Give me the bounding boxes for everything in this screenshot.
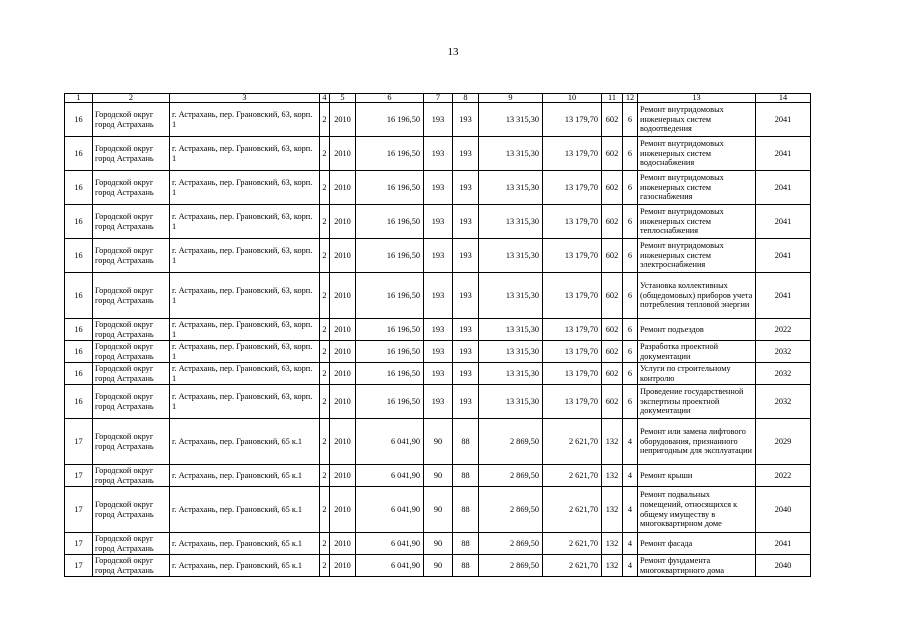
table-cell: 4 — [623, 487, 638, 533]
repair-schedule-table — [64, 93, 811, 577]
table-cell: 13 179,70 — [543, 363, 602, 385]
table-row — [65, 205, 811, 239]
table-cell: 4 — [623, 533, 638, 555]
table-cell: 6 041,90 — [356, 419, 424, 465]
table-cell: Ремонт внутридомовых инженерных систем водоотведения — [638, 103, 756, 137]
table-cell: 16 — [65, 137, 93, 171]
table-cell: 2 — [320, 465, 330, 487]
table-cell: 13 179,70 — [543, 239, 602, 273]
table-cell: 6 — [623, 363, 638, 385]
table-cell: 193 — [424, 205, 453, 239]
header-cell: 3 — [170, 94, 320, 103]
table-cell: 2 621,70 — [543, 419, 602, 465]
header-cell: 10 — [543, 94, 602, 103]
table-cell: 16 196,50 — [356, 385, 424, 419]
header-cell: 5 — [330, 94, 356, 103]
table-cell: г. Астрахань, пер. Грановский, 63, корп. 1 — [170, 273, 320, 319]
table-cell: 13 179,70 — [543, 319, 602, 341]
table-cell: Городской округ город Астрахань — [93, 103, 170, 137]
table-cell: 2 — [320, 385, 330, 419]
table-cell: 13 315,30 — [479, 171, 543, 205]
table-cell: 602 — [602, 363, 623, 385]
table-cell: 17 — [65, 465, 93, 487]
table-cell: 193 — [424, 239, 453, 273]
table-cell: 13 315,30 — [479, 103, 543, 137]
table-cell: 2 869,50 — [479, 555, 543, 577]
table-cell: 6 — [623, 103, 638, 137]
table-cell: 4 — [623, 555, 638, 577]
table-cell: 4 — [623, 419, 638, 465]
table-cell: Городской округ город Астрахань — [93, 341, 170, 363]
header-row — [65, 94, 811, 103]
table-cell: Ремонт подвальных помещений, относящихся к общему имуществу в многоквартирном доме — [638, 487, 756, 533]
table-row — [65, 419, 811, 465]
table-cell: 193 — [453, 171, 479, 205]
table-cell: 16 — [65, 385, 93, 419]
table-cell: Городской округ город Астрахань — [93, 273, 170, 319]
table-cell: 2 — [320, 103, 330, 137]
table-cell: 602 — [602, 341, 623, 363]
table-cell: 193 — [424, 273, 453, 319]
table-cell: 2041 — [756, 273, 811, 319]
table-cell: 13 179,70 — [543, 341, 602, 363]
table-cell: г. Астрахань, пер. Грановский, 63, корп. 1 — [170, 205, 320, 239]
table-cell: 193 — [453, 273, 479, 319]
table-cell: 2040 — [756, 555, 811, 577]
table-cell: 2022 — [756, 319, 811, 341]
table-cell: Городской округ город Астрахань — [93, 171, 170, 205]
header-cell: 11 — [602, 94, 623, 103]
table-cell: 16 — [65, 363, 93, 385]
table-row — [65, 171, 811, 205]
table-cell: 193 — [453, 319, 479, 341]
header-cell: 13 — [638, 94, 756, 103]
table-cell: 16 — [65, 103, 93, 137]
table-cell: 16 — [65, 239, 93, 273]
table-cell: 6 041,90 — [356, 465, 424, 487]
table-cell: 16 196,50 — [356, 171, 424, 205]
table-row — [65, 239, 811, 273]
table-cell: 17 — [65, 487, 93, 533]
table-row — [65, 385, 811, 419]
table-cell: Городской округ город Астрахань — [93, 239, 170, 273]
table-cell: 2041 — [756, 137, 811, 171]
table-cell: 2010 — [330, 363, 356, 385]
table-cell: 2010 — [330, 205, 356, 239]
table-cell: 602 — [602, 273, 623, 319]
table-cell: Городской округ город Астрахань — [93, 137, 170, 171]
table-cell: 16 196,50 — [356, 273, 424, 319]
table-cell: Городской округ город Астрахань — [93, 533, 170, 555]
table-cell: 2 869,50 — [479, 465, 543, 487]
header-cell: 4 — [320, 94, 330, 103]
table-cell: 193 — [424, 171, 453, 205]
table-cell: 2 — [320, 487, 330, 533]
table-cell: 13 179,70 — [543, 103, 602, 137]
table-cell: 17 — [65, 555, 93, 577]
table-cell: 6 — [623, 273, 638, 319]
table-cell: 193 — [424, 341, 453, 363]
table-cell: 13 315,30 — [479, 137, 543, 171]
table-cell: 90 — [424, 555, 453, 577]
table-cell: Городской округ город Астрахань — [93, 363, 170, 385]
table-cell: 16 196,50 — [356, 341, 424, 363]
table-cell: 2010 — [330, 273, 356, 319]
table-cell: 2032 — [756, 385, 811, 419]
table-cell: 16 — [65, 171, 93, 205]
table-cell: г. Астрахань, пер. Грановский, 65 к.1 — [170, 419, 320, 465]
table-cell: 13 179,70 — [543, 171, 602, 205]
header-cell: 14 — [756, 94, 811, 103]
table-cell: 6 — [623, 319, 638, 341]
table-cell: 132 — [602, 419, 623, 465]
table-cell: 2010 — [330, 103, 356, 137]
table-cell: 13 179,70 — [543, 385, 602, 419]
table-cell: 16 — [65, 341, 93, 363]
table-cell: Разработка проектной документации — [638, 341, 756, 363]
table-cell: 193 — [453, 239, 479, 273]
table-cell: 88 — [453, 487, 479, 533]
table-cell: 13 315,30 — [479, 273, 543, 319]
table-cell: 602 — [602, 137, 623, 171]
table-row — [65, 465, 811, 487]
table-row — [65, 103, 811, 137]
table-cell: 88 — [453, 465, 479, 487]
table-cell: 193 — [453, 363, 479, 385]
table-cell: 2041 — [756, 533, 811, 555]
table-cell: Городской округ город Астрахань — [93, 205, 170, 239]
table-cell: 16 — [65, 205, 93, 239]
table-row — [65, 273, 811, 319]
table-cell: 13 315,30 — [479, 319, 543, 341]
table-cell: 13 315,30 — [479, 239, 543, 273]
table-cell: г. Астрахань, пер. Грановский, 63, корп. 1 — [170, 385, 320, 419]
table-cell: 193 — [453, 137, 479, 171]
table-cell: Ремонт или замена лифтового оборудования, признанного непригодным для эксплуатации — [638, 419, 756, 465]
table-cell: 6 — [623, 205, 638, 239]
table-cell: г. Астрахань, пер. Грановский, 63, корп. 1 — [170, 137, 320, 171]
table-cell: 2 — [320, 319, 330, 341]
table-cell: 2 — [320, 171, 330, 205]
table-row — [65, 137, 811, 171]
table-cell: 193 — [424, 137, 453, 171]
header-cell: 9 — [479, 94, 543, 103]
table-cell: 90 — [424, 487, 453, 533]
table-cell: Проведение государственной экспертизы проектной документации — [638, 385, 756, 419]
table-cell: г. Астрахань, пер. Грановский, 63, корп. 1 — [170, 341, 320, 363]
table-cell: 602 — [602, 103, 623, 137]
table-cell: 16 196,50 — [356, 363, 424, 385]
table-cell: 2032 — [756, 363, 811, 385]
table-cell: Городской округ город Астрахань — [93, 385, 170, 419]
table-cell: 2 — [320, 239, 330, 273]
table-cell: 2 — [320, 363, 330, 385]
table-cell: 2010 — [330, 465, 356, 487]
table-cell: 132 — [602, 465, 623, 487]
table-cell: 6 041,90 — [356, 555, 424, 577]
table-cell: 193 — [424, 103, 453, 137]
table-cell: 193 — [453, 205, 479, 239]
table-cell: 602 — [602, 385, 623, 419]
table-cell: 88 — [453, 419, 479, 465]
table-cell: Городской округ город Астрахань — [93, 419, 170, 465]
table-row — [65, 319, 811, 341]
table-cell: 13 179,70 — [543, 137, 602, 171]
table-cell: г. Астрахань, пер. Грановский, 63, корп. 1 — [170, 103, 320, 137]
table-cell: 16 196,50 — [356, 103, 424, 137]
table-cell: 16 196,50 — [356, 137, 424, 171]
table-cell: 6 — [623, 385, 638, 419]
table-cell: 2 869,50 — [479, 487, 543, 533]
table-cell: 2010 — [330, 385, 356, 419]
table-body — [65, 94, 811, 577]
table-cell: 2 — [320, 555, 330, 577]
table-cell: 16 — [65, 319, 93, 341]
table-cell: г. Астрахань, пер. Грановский, 63, корп. 1 — [170, 319, 320, 341]
table-cell: 88 — [453, 555, 479, 577]
table-cell: 2 — [320, 273, 330, 319]
table-cell: 602 — [602, 239, 623, 273]
table-cell: 2 621,70 — [543, 533, 602, 555]
table-cell: 2010 — [330, 533, 356, 555]
table-cell: 6 — [623, 137, 638, 171]
table-cell: 193 — [424, 363, 453, 385]
table-cell: 13 179,70 — [543, 205, 602, 239]
table-cell: 2 — [320, 533, 330, 555]
table-cell: 90 — [424, 419, 453, 465]
table-cell: 6 — [623, 171, 638, 205]
table-cell: 6 041,90 — [356, 487, 424, 533]
table-cell: 2 869,50 — [479, 419, 543, 465]
table-cell: 16 — [65, 273, 93, 319]
table-cell: 90 — [424, 465, 453, 487]
table-cell: 2 869,50 — [479, 533, 543, 555]
table-cell: 2010 — [330, 239, 356, 273]
table-cell: 193 — [453, 385, 479, 419]
table-cell: 2041 — [756, 239, 811, 273]
table-cell: 6 — [623, 341, 638, 363]
table-cell: Городской округ город Астрахань — [93, 555, 170, 577]
header-cell: 8 — [453, 94, 479, 103]
table-cell: г. Астрахань, пер. Грановский, 65 к.1 — [170, 465, 320, 487]
table-cell: 132 — [602, 533, 623, 555]
table-cell: 13 315,30 — [479, 385, 543, 419]
table-cell: 2040 — [756, 487, 811, 533]
table-cell: Услуги по строительному контролю — [638, 363, 756, 385]
table-cell: 2010 — [330, 487, 356, 533]
table-cell: г. Астрахань, пер. Грановский, 63, корп. 1 — [170, 239, 320, 273]
table-cell: 6 041,90 — [356, 533, 424, 555]
table-cell: 2010 — [330, 555, 356, 577]
table-cell: 13 315,30 — [479, 341, 543, 363]
header-cell: 1 — [65, 94, 93, 103]
table-cell: Установка коллективных (общедомовых) приборов учета потребления тепловой энергии — [638, 273, 756, 319]
table-cell: 2 — [320, 137, 330, 171]
table-cell: 602 — [602, 319, 623, 341]
table-cell: 2041 — [756, 171, 811, 205]
header-cell: 2 — [93, 94, 170, 103]
table-cell: г. Астрахань, пер. Грановский, 65 к.1 — [170, 555, 320, 577]
table-cell: Ремонт крыши — [638, 465, 756, 487]
table-cell: 193 — [424, 385, 453, 419]
table-cell: 2010 — [330, 137, 356, 171]
table-cell: 193 — [424, 319, 453, 341]
table-cell: 6 — [623, 239, 638, 273]
table-cell: 2 621,70 — [543, 487, 602, 533]
table-cell: Городской округ город Астрахань — [93, 465, 170, 487]
table-cell: г. Астрахань, пер. Грановский, 63, корп. 1 — [170, 363, 320, 385]
header-cell: 6 — [356, 94, 424, 103]
table-cell: 132 — [602, 555, 623, 577]
table-row — [65, 555, 811, 577]
table-cell: 2 — [320, 419, 330, 465]
table-cell: Ремонт внутридомовых инженерных систем водоснабжения — [638, 137, 756, 171]
table-row — [65, 533, 811, 555]
table-cell: 193 — [453, 103, 479, 137]
table-cell: 2 621,70 — [543, 555, 602, 577]
table-cell: 13 179,70 — [543, 273, 602, 319]
table-row — [65, 341, 811, 363]
table-row — [65, 363, 811, 385]
table-cell: 2010 — [330, 419, 356, 465]
table-cell: 2032 — [756, 341, 811, 363]
table-cell: 16 196,50 — [356, 205, 424, 239]
table-cell: 13 315,30 — [479, 205, 543, 239]
table-cell: Ремонт подъездов — [638, 319, 756, 341]
table-cell: 16 196,50 — [356, 239, 424, 273]
table-cell: 2041 — [756, 205, 811, 239]
table-cell: Ремонт фасада — [638, 533, 756, 555]
table-cell: 2022 — [756, 465, 811, 487]
table-cell: 132 — [602, 487, 623, 533]
header-cell: 12 — [623, 94, 638, 103]
table-cell: 193 — [453, 341, 479, 363]
page-number: 13 — [447, 46, 459, 58]
table-cell: г. Астрахань, пер. Грановский, 65 к.1 — [170, 487, 320, 533]
table-cell: 16 196,50 — [356, 319, 424, 341]
table-cell: 2041 — [756, 103, 811, 137]
table-row — [65, 487, 811, 533]
table-cell: 2010 — [330, 341, 356, 363]
table-cell: Городской округ город Астрахань — [93, 487, 170, 533]
table-cell: 2029 — [756, 419, 811, 465]
table-cell: 602 — [602, 205, 623, 239]
table-cell: 4 — [623, 465, 638, 487]
table-cell: Городской округ город Астрахань — [93, 319, 170, 341]
table-cell: 2 621,70 — [543, 465, 602, 487]
header-cell: 7 — [424, 94, 453, 103]
table-cell: 2010 — [330, 319, 356, 341]
table-cell: Ремонт внутридомовых инженерных систем электроснабжения — [638, 239, 756, 273]
table-cell: Ремонт внутридомовых инженерных систем газоснабжения — [638, 171, 756, 205]
table-cell: г. Астрахань, пер. Грановский, 63, корп. 1 — [170, 171, 320, 205]
table-cell: 17 — [65, 419, 93, 465]
table-cell: Ремонт фундамента многоквартирного дома — [638, 555, 756, 577]
table-cell: 2 — [320, 205, 330, 239]
table-cell: 88 — [453, 533, 479, 555]
table-cell: 2 — [320, 341, 330, 363]
table-cell: 2010 — [330, 171, 356, 205]
table-cell: 13 315,30 — [479, 363, 543, 385]
table-cell: 602 — [602, 171, 623, 205]
table-cell: г. Астрахань, пер. Грановский, 65 к.1 — [170, 533, 320, 555]
table-cell: 90 — [424, 533, 453, 555]
table-cell: Ремонт внутридомовых инженерных систем теплоснабжения — [638, 205, 756, 239]
table-cell: 17 — [65, 533, 93, 555]
